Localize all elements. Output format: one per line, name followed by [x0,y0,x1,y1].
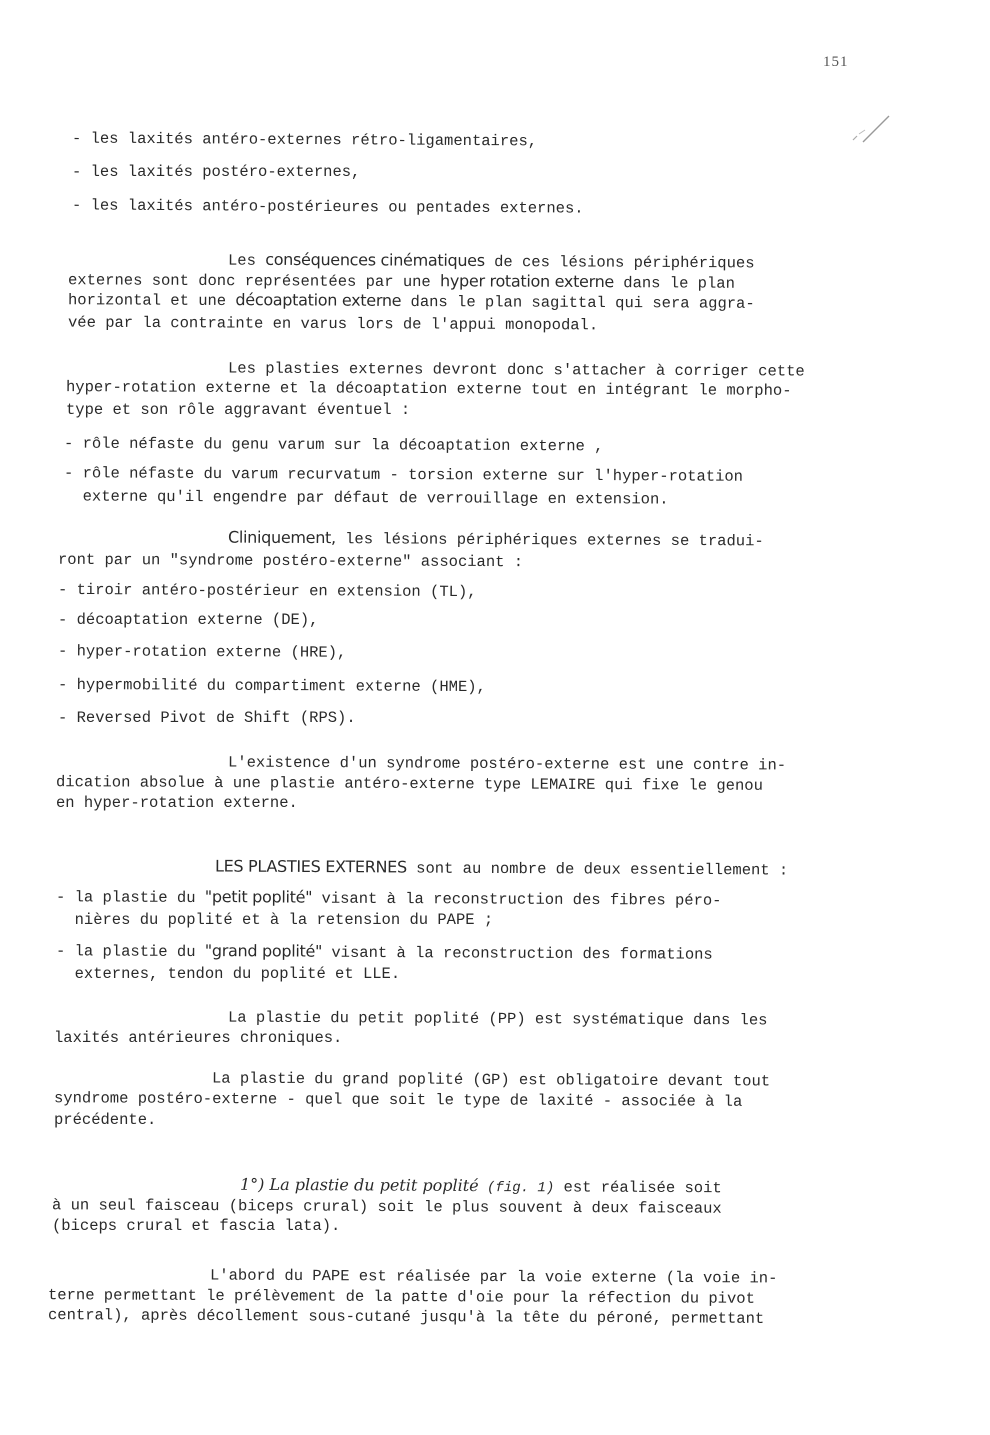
text-run: les lésions périphériques externes se tradui- [335,530,764,551]
section-title: La plastie du petit poplité [269,1174,479,1195]
text-run: Les [227,251,266,270]
paragraph-line: type et son rôle aggravant éventuel : [66,401,411,419]
paragraph-line: terne permettant le prélèvement de la patte d'oie pour la réfection du pivot [47,1286,755,1308]
paragraph-line: La plastie du petit poplité (PP) est systématique dans les [227,1008,768,1030]
text-run: externes sont donc représentées par une [67,271,441,292]
page-number: 151 [823,54,849,70]
figure-reference: (fig. 1) [478,1179,555,1197]
text-run: visant à la reconstruction des fibres péro- [312,889,722,910]
section-heading [240,1176,722,1199]
list-item [56,887,722,909]
text-run: est réalisée soit [554,1178,722,1198]
paragraph-line: L'existence d'un syndrome postéro-externe est une contre in- [227,753,787,775]
emphasis-text: décoaptation externe [235,290,402,310]
emphasis-text: conséquences cinématiques [265,249,485,270]
list-item: - rôle néfaste du genu varum sur la décoaptation externe , [63,434,604,456]
paragraph-line: (biceps crural et fascia lata). [52,1217,341,1235]
paragraph-line [215,857,788,879]
text-run: dans le plan [613,274,735,293]
paragraph-line [68,290,755,313]
text-run: - la plastie du [55,888,205,908]
list-item: - les laxités antéro-externes rétro-ligamentaires, [71,129,538,151]
list-item: externes, tendon du poplité et LLE. [56,965,401,983]
emphasis-text: hyper rotation externe [440,271,615,292]
text-run: visant à la reconstruction des formations [322,943,713,964]
paragraph-line: dication absolue à une plastie antéro-externe type LEMAIRE qui fixe le genou [55,773,763,795]
list-item: nières du poplité et à la retension du PAPE ; [56,911,494,929]
section-number: 1°) [239,1174,270,1194]
list-item: - hypermobilité du compartiment externe (HME), [57,675,486,697]
text-run: - la plastie du [55,942,205,962]
list-item [56,941,713,963]
paragraph-line: laxités antérieures chroniques. [54,1029,343,1047]
text-run: sont au nombre de deux essentiellement : [406,859,789,880]
paragraph-line: hyper-rotation externe et la décoaptation externe tout en intégrant le morpho- [65,378,792,400]
paragraph-line: La plastie du grand poplité (GP) est obligatoire devant tout [211,1069,771,1091]
paragraph-line: Les plasties externes devront donc s'attacher à corriger cette [227,359,805,381]
list-item: - hyper-rotation externe (HRE), [57,642,347,662]
paragraph-line: précédente. [54,1111,157,1129]
paragraph-line: central), après décollement sous-cutané jusqu'à la tête du péroné, permettant [47,1306,765,1328]
list-item: - Reversed Pivot de Shift (RPS). [58,709,356,727]
paragraph-line: syndrome postéro-externe - quel que soit le type de laxité - associée à la [53,1089,743,1111]
paragraph-line [228,529,764,551]
list-item: - les laxités antéro-postérieures ou pentades externes. [71,196,584,218]
paragraph-line [68,270,735,292]
emphasis-text: Cliniquement, [227,527,336,548]
paragraph-line: en hyper-rotation externe. [56,794,298,812]
paragraph-line: ront par un "syndrome postéro-externe" associant : [57,550,524,572]
paragraph-line [228,251,755,273]
list-item: - décoaptation externe (DE), [58,611,319,629]
emphasis-text: "petit poplité" [204,887,313,907]
list-item: externe qu'il engendre par défaut de verrouillage en extension. [63,487,669,509]
list-item: - rôle néfaste du varum recurvatum - torsion externe sur l'hyper-rotation [63,464,744,486]
paragraph-line: vée par la contrainte en varus lors de l'appui monopodal. [67,313,599,335]
paragraph-line: à un seul faisceau (biceps crural) soit le plus souvent à deux faisceaux [51,1196,722,1218]
text-run: de ces lésions périphériques [484,252,755,273]
list-item: - les laxités postéro-externes, [72,163,361,181]
paragraph-line: L'abord du PAPE est réalisée par la voie externe (la voie in- [209,1266,778,1288]
list-item: - tiroir antéro-postérieur en extension (TL), [57,580,477,602]
emphasis-text: "grand poplité" [204,941,323,961]
text-run: horizontal et une [67,291,236,311]
pen-mark-icon [845,112,895,148]
emphasis-text: LES PLASTIES EXTERNES [214,856,407,877]
text-run: dans le plan sagittal qui sera aggra- [401,292,755,313]
